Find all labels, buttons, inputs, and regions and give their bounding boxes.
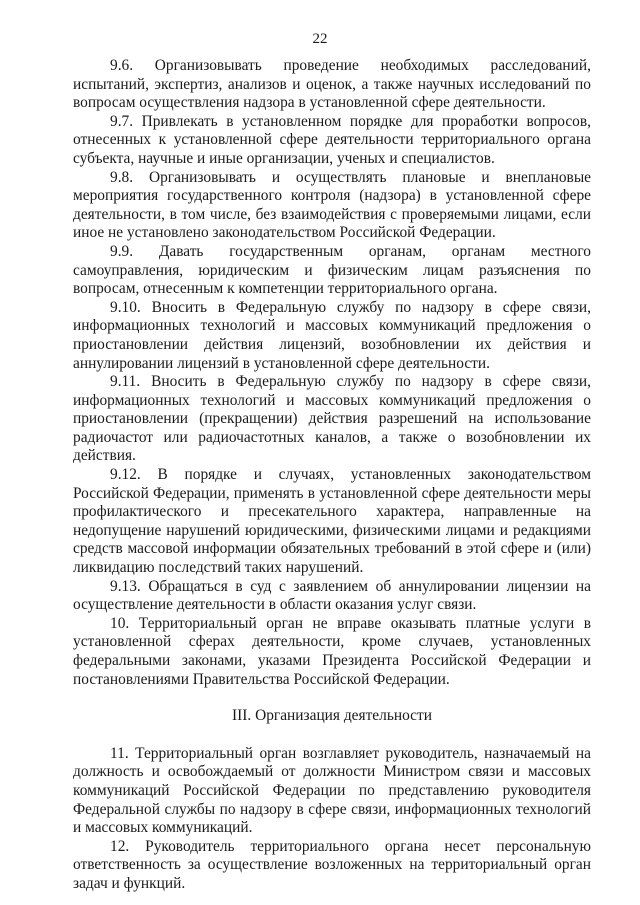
page-number: 22 xyxy=(312,31,328,47)
paragraph-9-6: 9.6. Организовывать проведение необходимых расследований, испытаний, экспертиз, анализов и оценок, а также научных исследований по вопросам осуществления надзора в установленной сфере деятельности. xyxy=(73,57,591,112)
paragraph-11: 11. Территориальный орган возглавляет руководитель, назначаемый на должность и освобождаемый от должности Министром связи и массовых коммуникаций Российской Федерации по представлению руководителя Федеральной службы по надзору в сфере связи, информационных технологий и массовых коммуникаций. xyxy=(73,744,591,837)
document-body xyxy=(73,57,591,894)
paragraph-10: 10. Территориальный орган не вправе оказывать платные услуги в установленной сферах деятельности, кроме случаев, установленных федеральными законами, указами Президента Российской Федерации и постановлениями Правительства Российской Федерации. xyxy=(73,614,591,688)
paragraph-9-7: 9.7. Привлекать в установленном порядке для проработки вопросов, отнесенных к установленной сфере деятельности территориального органа субъекта, научные и иные организации, ученых и специалистов. xyxy=(73,112,591,167)
paragraph-9-13: 9.13. Обращаться в суд с заявлением об аннулировании лицензии на осуществление деятельности в области оказания услуг связи. xyxy=(73,577,591,614)
paragraph-9-10: 9.10. Вносить в Федеральную службу по надзору в сфере связи, информационных технологий и массовых коммуникаций предложения о приостановлении действия лицензий, возобновлении их действия и аннулировании лицензий в установленной сфере деятельности. xyxy=(73,298,591,372)
paragraph-9-11: 9.11. Вносить в Федеральную службу по надзору в сфере связи, информационных технологий и массовых коммуникаций предложения о приостановлении (прекращении) действия разрешений на использование радиочастот или радиочастотных каналов, а также о возобновлении их действия. xyxy=(73,373,591,465)
paragraph-12: 12. Руководитель территориального органа несет персональную ответственность за осуществление возложенных на территориальный орган задач и функций. xyxy=(73,837,591,892)
paragraph-9-9: 9.9. Давать государственным органам, органам местного самоуправления, юридическим и физическим лицам разъяснения по вопросам, отнесенным к компетенции территориального органа. xyxy=(73,242,591,298)
section-heading: III. Организация деятельности xyxy=(232,707,432,725)
paragraph-9-8: 9.8. Организовывать и осуществлять плановые и внеплановые мероприятия государственного контроля (надзора) в установленной сфере деятельности, в том числе, без взаимодействия с проверяемыми лицами, если иное не установлено законодательством Российской Федерации. xyxy=(73,168,591,242)
paragraph-9-12: 9.12. В порядке и случаях, установленных законодательством Российской Федерации, применять в установленной сфере деятельности меры профилактического и пресекательного характера, направленные на недопущение нарушений юридическими, физическими лицами и редакциями средств массовой информации обязательных требований в этой сфере и (или) ликвидацию последствий таких нарушений. xyxy=(73,466,591,577)
